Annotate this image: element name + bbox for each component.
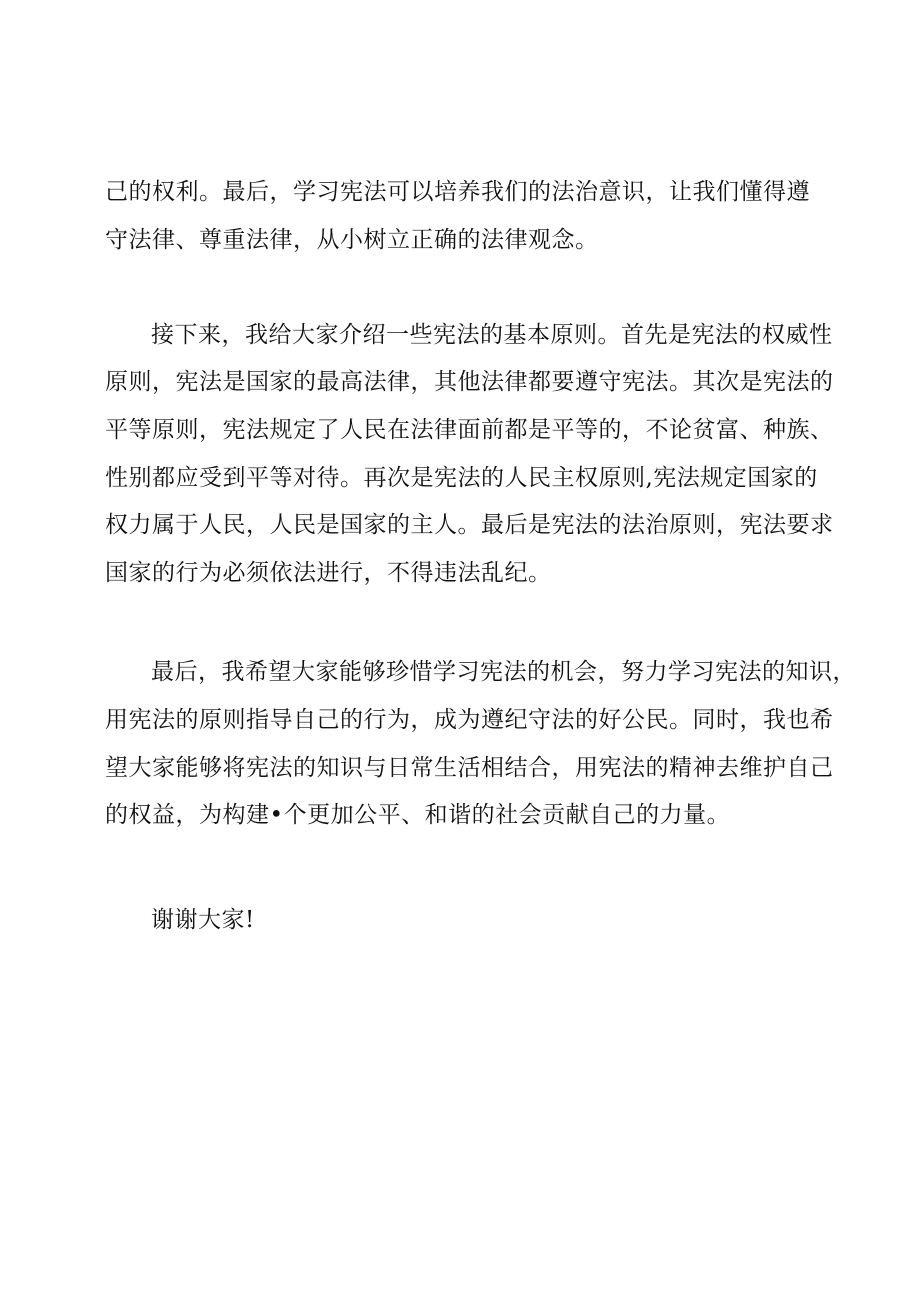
paragraph-3-line-3: 望大家能够将宪法的知识与日常生活相结合，用宪法的精神去维护自己 [105, 755, 834, 781]
paragraph-1-line-1: 己的权利。最后，学习宪法可以培养我们的法治意识，让我们懂得遵 [105, 179, 810, 205]
paragraph-2-line-3: 平等原则，宪法规定了人民在法律面前都是平等的，不论贫富、种族、 [105, 417, 834, 443]
paragraph-3-line-1: 最后，我希望大家能够珍惜学习宪法的机会，努力学习宪法的知识， [151, 659, 856, 685]
closing-line: 谢谢大家! [151, 907, 255, 933]
paragraph-2-line-4: 性别都应受到平等对待。再次是宪法的人民主权原则,宪法规定国家的 [105, 465, 818, 491]
paragraph-1-line-2: 守法律、尊重法律，从小树立正确的法律观念。 [105, 227, 599, 253]
paragraph-2-line-1: 接下来，我给大家介绍一些宪法的基本原则。首先是宪法的权威性 [151, 322, 833, 348]
paragraph-2-line-5: 权力属于人民，人民是国家的主人。最后是宪法的法治原则，宪法要求 [105, 512, 834, 538]
paragraph-3-line-2: 用宪法的原则指导自己的行为，成为遵纪守法的好公民。同时，我也希 [105, 707, 834, 733]
paragraph-2-line-2: 原则，宪法是国家的最高法律，其他法律都要遵守宪法。其次是宪法的 [105, 369, 834, 395]
paragraph-3-line-4: 的权益，为构建•个更加公平、和谐的社会贡献自己的力量。 [105, 802, 731, 828]
paragraph-2-line-6: 国家的行为必须依法进行，不得违法乱纪。 [105, 560, 552, 586]
